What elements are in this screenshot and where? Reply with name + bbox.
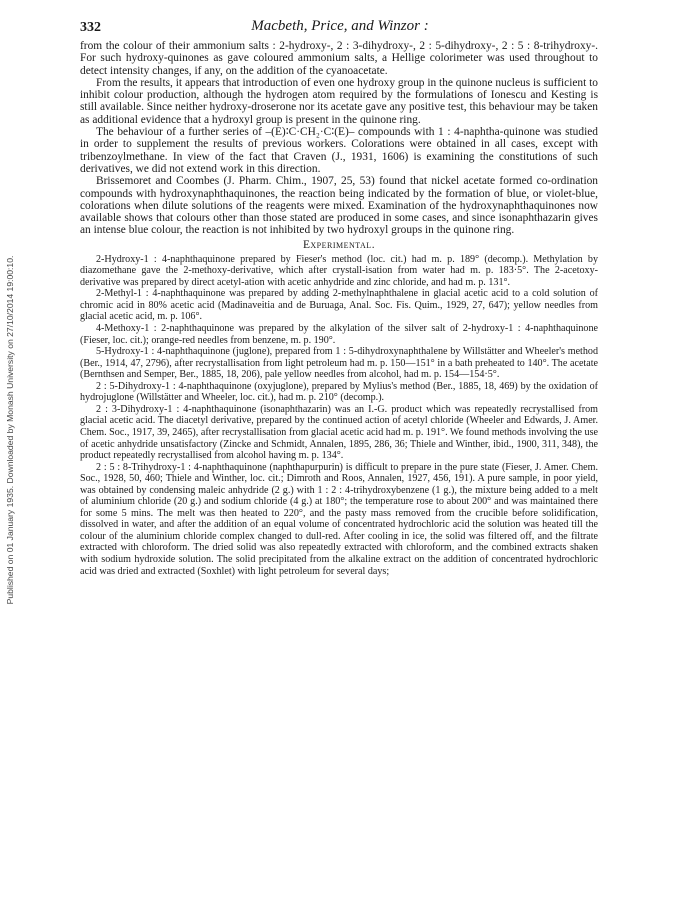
paragraph: 2-Hydroxy-1 : 4-naphthaquinone prepared by Fieser's method (loc. cit.) had m. p. 189° (decomp.). Methylation by diazomethane gave the 2-methoxy-derivative, which after crystall-isation from water had m. p. 183·5°. The 2-acetoxy-derivative was prepared by direct acetyl-ation with acetic anhydride and zinc chloride, and had m. p. 131°. (80, 253, 598, 288)
paragraph: From the results, it appears that introduction of even one hydroxy group in the quinone nucleus is sufficient to inhibit colour production, although the hydrogen atom required by the formulations of Ionescu and Kesting is still available. Since neither hydroxy-droserone nor its acetate gave any positive test, this behaviour may be taken as additional evidence that a hydroxyl group is present in the quinone ring. (80, 76, 598, 126)
paragraph: 4-Methoxy-1 : 2-naphthaquinone was prepared by the alkylation of the silver salt of 2-hydroxy-1 : 4-naphthaquinone (Fieser, loc. cit.); orange-red needles from benzene, m. p. 190°. (80, 323, 598, 346)
paragraph: 2-Methyl-1 : 4-naphthaquinone was prepared by adding 2-methylnaphthalene in glacial acetic acid to a cold solution of chromic acid in 80% acetic acid (Madinaveitia and de Buruaga, Anal. Soc. Fis. Quim., 1929, 27, 647); yellow needles from glacial acetic acid, m. p. 106°. (80, 288, 598, 323)
page-header (80, 16, 600, 38)
running-head: Macbeth, Price, and Winzor : (251, 18, 429, 34)
paragraph: Brissemoret and Coombes (J. Pharm. Chim., 1907, 25, 53) found that nickel acetate formed co-ordination compounds with hydroxynaphthaquinones, the reaction being indicated by the formation of blue, or violet-blue, colorations when dilute solutions of the reagents were mixed. Examination of the hydroxynaphthaquinones now available shows that colours other than those stated are produced in some cases, and since isonaphthazarin gives an intense blue colour, the reaction is not inhibited by two hydroxyl groups in the quinone ring. (80, 175, 598, 237)
section-heading: Experimental. (302, 238, 376, 251)
page-number: 332 (80, 20, 101, 35)
paragraph: 2 : 5 : 8-Trihydroxy-1 : 4-naphthaquinone (naphthapurpurin) is difficult to prepare in the pure state (Fieser, J. Amer. Chem. Soc., 1928, 50, 460; Thiele and Winther, loc. cit.; Dimroth and Roos, Annalen, 1927, 456, 191). A pure sample, in poor yield, was obtained by condensing maleic anhydride (2 g.) with 1 : 2 : 4-trihydroxybenzene (1 g.), the mixture being added to a melt of aluminium chloride (20 g.) and sodium chloride (4 g.) at 180°; the temperature rose to about 200° and was maintained there for some 5 mins. The melt was then heated to 220°, and the pasty mass removed from the crucible before solidification, dissolved in water, and after the addition of an equal volume of concentrated hydrochloric acid the solution was heated till the colour of the aluminium chloride complex changed to dull-red. After cooling in ice, the solid was filtered off, and the filtrate extracted with chloroform. The dried solid was also repeatedly extracted with chloroform, and the combined extracts shaken with sodium hydroxide solution. The solid precipitated from the alkaline extract on the addition of concentrated hydrochloric acid was dried and extracted (Soxhlet) with light petroleum for several days; (80, 461, 598, 577)
paragraph: 2 : 3-Dihydroxy-1 : 4-naphthaquinone (isonaphthazarin) was an I.-G. product which was repeatedly recrystallised from glacial acetic acid. The diacetyl derivative, prepared by the continued action of acetyl chloride (Wheeler and Edwards, J. Amer. Chem. Soc., 1917, 39, 2465), after recrystallisation from glacial acetic acid had m. p. 191°. We found methods involving the use of acetic anhydride unsatisfactory (Zincke and Schmidt, Annalen, 1895, 286, 36; Thiele and Winther, ibid., 1900, 311, 348), the product repeatedly recrystallised from alcohol having m. p. 134°. (80, 403, 598, 462)
download-watermark (2, 170, 18, 690)
paragraph: 5-Hydroxy-1 : 4-naphthaquinone (juglone), prepared from 1 : 5-dihydroxynaphthalene by Willstätter and Wheeler's method (Ber., 1914, 47, 2796), after recrystallisation from light petroleum had m. p. 150—151° in a bath preheated to 140°. The acetate (Bernthsen and Semper, Ber., 1885, 18, 206), pale yellow needles from alcohol, had m. p. 154—154·5°. (80, 346, 598, 381)
paragraph: The behaviour of a further series of –(E)∶C·CH₂·C∶(E)– compounds with 1 : 4-naphtha-quinone was studied in order to supplement the results of previous workers. Colorations were obtained in all cases, except with tribenzoylmethane. In view of the fact that Craven (J., 1931, 1606) is examining the constitutions of such derivatives, we did not extend work in this direction. (80, 126, 598, 175)
article-body (80, 40, 598, 577)
download-watermark-text: Published on 01 January 1935. Downloaded by Monash University on 27/10/2014 19:00:10. (5, 255, 15, 605)
paragraph: 2 : 5-Dihydroxy-1 : 4-naphthaquinone (oxyjuglone), prepared by Mylius's method (Ber., 1885, 18, 469) by the oxidation of hydrojuglone (Willstätter and Wheeler, loc. cit.), had m. p. 210° (decomp.). (80, 380, 598, 404)
paragraph: from the colour of their ammonium salts : 2-hydroxy-, 2 : 3-dihydroxy-, 2 : 5-dihydroxy-, 2 : 5 : 8-trihydroxy-. For such hydroxy-quinones as gave coloured ammonium salts, a Hellige colorimeter was used throughout to detect intensity changes, if any, on the addition of the cyanoacetate. (80, 40, 598, 77)
